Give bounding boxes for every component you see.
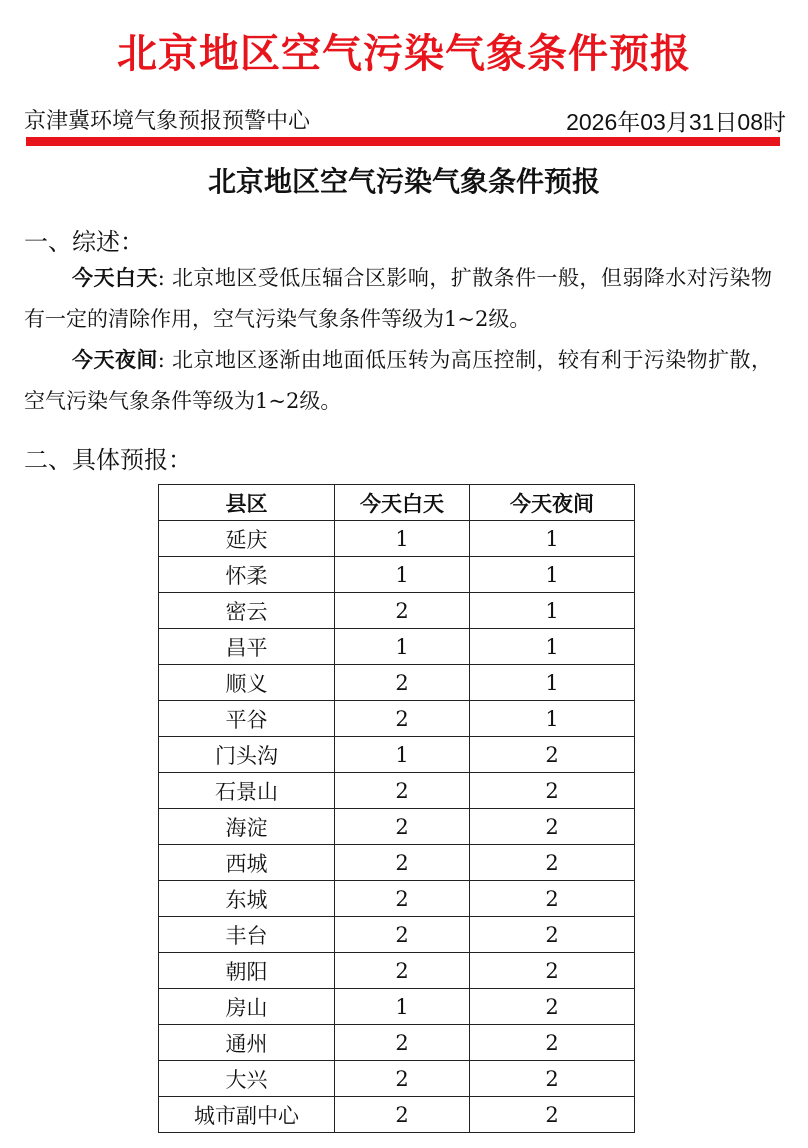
night-level: 1 — [470, 557, 635, 593]
district: 房山 — [159, 989, 335, 1025]
night-level: 1 — [470, 521, 635, 557]
night-level: 2 — [470, 737, 635, 773]
day-level: 2 — [335, 881, 470, 917]
night-level: 2 — [470, 845, 635, 881]
night-level: 2 — [470, 773, 635, 809]
district: 通州 — [159, 1025, 335, 1061]
summary-night — [24, 340, 772, 422]
day-level: 2 — [335, 701, 470, 737]
night-level: 2 — [470, 1025, 635, 1061]
district: 平谷 — [159, 701, 335, 737]
table-row — [159, 989, 635, 1025]
table-row — [159, 1097, 635, 1133]
night-level: 1 — [470, 701, 635, 737]
issue-time: 2026年03月31日08时 — [566, 109, 786, 135]
day-text: : 北京地区受低压辐合区影响，扩散条件一般，但弱降水对污染物有一定的清除作用，空气污染气象条件等级为1~2级。 — [24, 266, 772, 331]
table-row — [159, 1025, 635, 1061]
summary-day — [24, 258, 772, 340]
day-level: 2 — [335, 665, 470, 701]
day-label: 今天白天 — [72, 266, 158, 290]
district: 城市副中心 — [159, 1097, 335, 1133]
night-text: : 北京地区逐渐由地面低压转为高压控制，较有利于污染物扩散，空气污染气象条件等级为1~2级。 — [24, 348, 772, 413]
day-level: 2 — [335, 917, 470, 953]
day-level: 1 — [335, 521, 470, 557]
night-level: 2 — [470, 881, 635, 917]
red-divider — [26, 137, 780, 146]
night-level: 2 — [470, 1097, 635, 1133]
table-row — [159, 557, 635, 593]
day-level: 2 — [335, 1097, 470, 1133]
night-level: 2 — [470, 953, 635, 989]
table-row — [159, 917, 635, 953]
day-level: 2 — [335, 773, 470, 809]
table-row — [159, 809, 635, 845]
night-label: 今天夜间 — [72, 348, 158, 372]
district: 丰台 — [159, 917, 335, 953]
district: 石景山 — [159, 773, 335, 809]
district: 东城 — [159, 881, 335, 917]
night-level: 2 — [470, 1061, 635, 1097]
day-level: 2 — [335, 953, 470, 989]
table-row — [159, 1061, 635, 1097]
banner-title: 北京地区空气污染气象条件预报 — [117, 31, 691, 77]
district: 门头沟 — [159, 737, 335, 773]
table-row — [159, 701, 635, 737]
day-level: 2 — [335, 809, 470, 845]
day-level: 2 — [335, 1025, 470, 1061]
day-level: 1 — [335, 557, 470, 593]
table-row — [159, 953, 635, 989]
district: 怀柔 — [159, 557, 335, 593]
day-level: 1 — [335, 737, 470, 773]
summary-heading: 一、综述： — [24, 228, 144, 256]
table-row — [159, 773, 635, 809]
night-level: 1 — [470, 629, 635, 665]
col-district: 县区 — [159, 485, 335, 521]
district: 延庆 — [159, 521, 335, 557]
table-row — [159, 845, 635, 881]
district: 昌平 — [159, 629, 335, 665]
issuer: 京津冀环境气象预报预警中心 — [24, 109, 311, 134]
table-row — [159, 881, 635, 917]
night-level: 2 — [470, 809, 635, 845]
table-row — [159, 665, 635, 701]
col-day: 今天白天 — [335, 485, 470, 521]
table-row — [159, 737, 635, 773]
table-row — [159, 593, 635, 629]
forecast-heading: 二、具体预报： — [24, 446, 192, 474]
day-level: 2 — [335, 593, 470, 629]
district: 顺义 — [159, 665, 335, 701]
table-row — [159, 521, 635, 557]
district: 海淀 — [159, 809, 335, 845]
day-level: 2 — [335, 845, 470, 881]
day-level: 1 — [335, 629, 470, 665]
night-level: 1 — [470, 593, 635, 629]
night-level: 2 — [470, 917, 635, 953]
doc-title: 北京地区空气污染气象条件预报 — [207, 165, 600, 198]
night-level: 2 — [470, 989, 635, 1025]
night-level: 1 — [470, 665, 635, 701]
day-level: 1 — [335, 989, 470, 1025]
district: 大兴 — [159, 1061, 335, 1097]
table-header — [159, 485, 635, 521]
table-row — [159, 629, 635, 665]
col-night: 今天夜间 — [470, 485, 635, 521]
forecast-table — [158, 484, 635, 1133]
district: 朝阳 — [159, 953, 335, 989]
district: 密云 — [159, 593, 335, 629]
district: 西城 — [159, 845, 335, 881]
day-level: 2 — [335, 1061, 470, 1097]
